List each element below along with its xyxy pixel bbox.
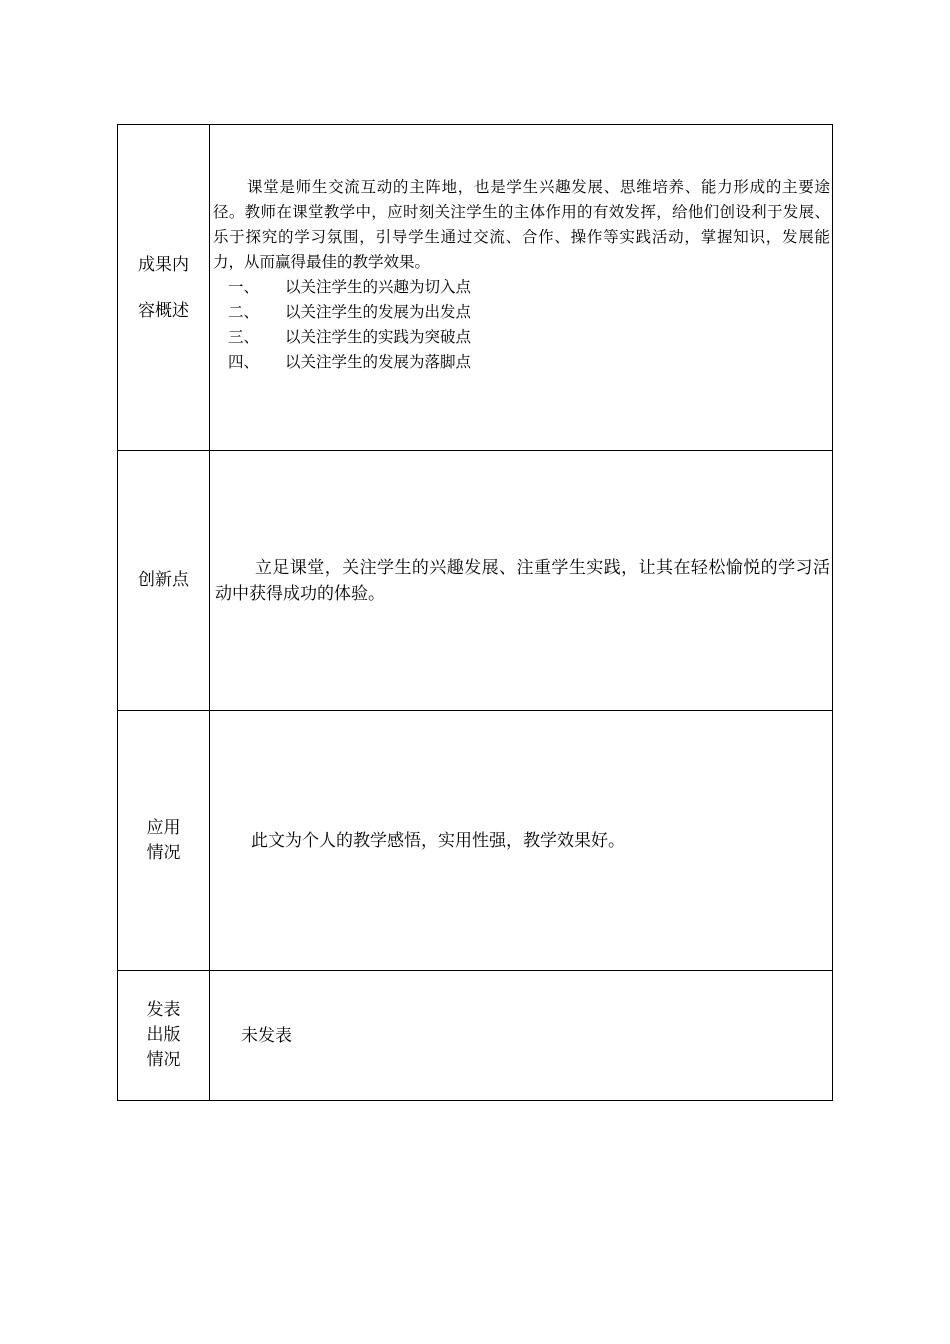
summary-label-line-1: 成果内 — [138, 254, 189, 275]
innovation-label: 创新点 — [138, 570, 189, 590]
summary-point-number: 二、 — [228, 303, 260, 321]
summary-point-number: 一、 — [228, 278, 260, 296]
application-label-line-2: 情况 — [146, 842, 181, 863]
summary-label-cell — [118, 125, 210, 451]
summary-point-number: 四、 — [228, 353, 260, 371]
publication-row — [118, 971, 833, 1101]
application-label-line-1: 应用 — [146, 817, 181, 838]
summary-point-number: 三、 — [228, 328, 260, 346]
summary-point — [228, 350, 832, 375]
summary-point-text: 以关注学生的实践为突破点 — [285, 328, 472, 346]
publication-label-line-2: 出版 — [146, 1025, 181, 1045]
summary-paragraph: 课堂是师生交流互动的主阵地，也是学生兴趣发展、思维培养、能力形成的主要途径。教师在课堂教学中，应时刻关注学生的主体作用的有效发挥，给他们创设利于发展、乐于探究的学习氛围，引导学生通过交流、合作、操作等实践活动，掌握知识，发展能力，从而赢得最佳的教学效果。 — [213, 178, 830, 271]
innovation-content-cell — [210, 451, 833, 711]
innovation-text: 立足课堂，关注学生的兴趣发展、注重学生实践，让其在轻松愉悦的学习活动中获得成功的体验。 — [215, 557, 830, 604]
publication-status: 未发表 — [241, 1025, 292, 1046]
summary-point-text: 以关注学生的发展为出发点 — [285, 303, 472, 321]
summary-point — [228, 275, 832, 300]
innovation-row — [118, 451, 833, 711]
application-row — [118, 711, 833, 971]
publication-label-cell — [118, 971, 210, 1101]
summary-label-line-2: 容概述 — [138, 300, 189, 321]
innovation-label-cell — [118, 451, 210, 711]
application-label-cell — [118, 711, 210, 971]
summary-row — [118, 125, 833, 451]
summary-content-cell — [210, 125, 833, 451]
summary-point — [228, 300, 832, 325]
application-content-cell — [210, 711, 833, 971]
achievement-form-table — [117, 124, 833, 1101]
publication-label-line-1: 发表 — [146, 1000, 181, 1020]
summary-point-text: 以关注学生的兴趣为切入点 — [285, 278, 472, 296]
publication-content-cell — [210, 971, 833, 1101]
summary-point-list — [210, 275, 832, 375]
application-text: 此文为个人的教学感悟，实用性强，教学效果好。 — [251, 830, 625, 851]
publication-label-line-3: 情况 — [146, 1050, 181, 1070]
summary-point-text: 以关注学生的发展为落脚点 — [285, 353, 472, 371]
summary-point — [228, 325, 832, 350]
